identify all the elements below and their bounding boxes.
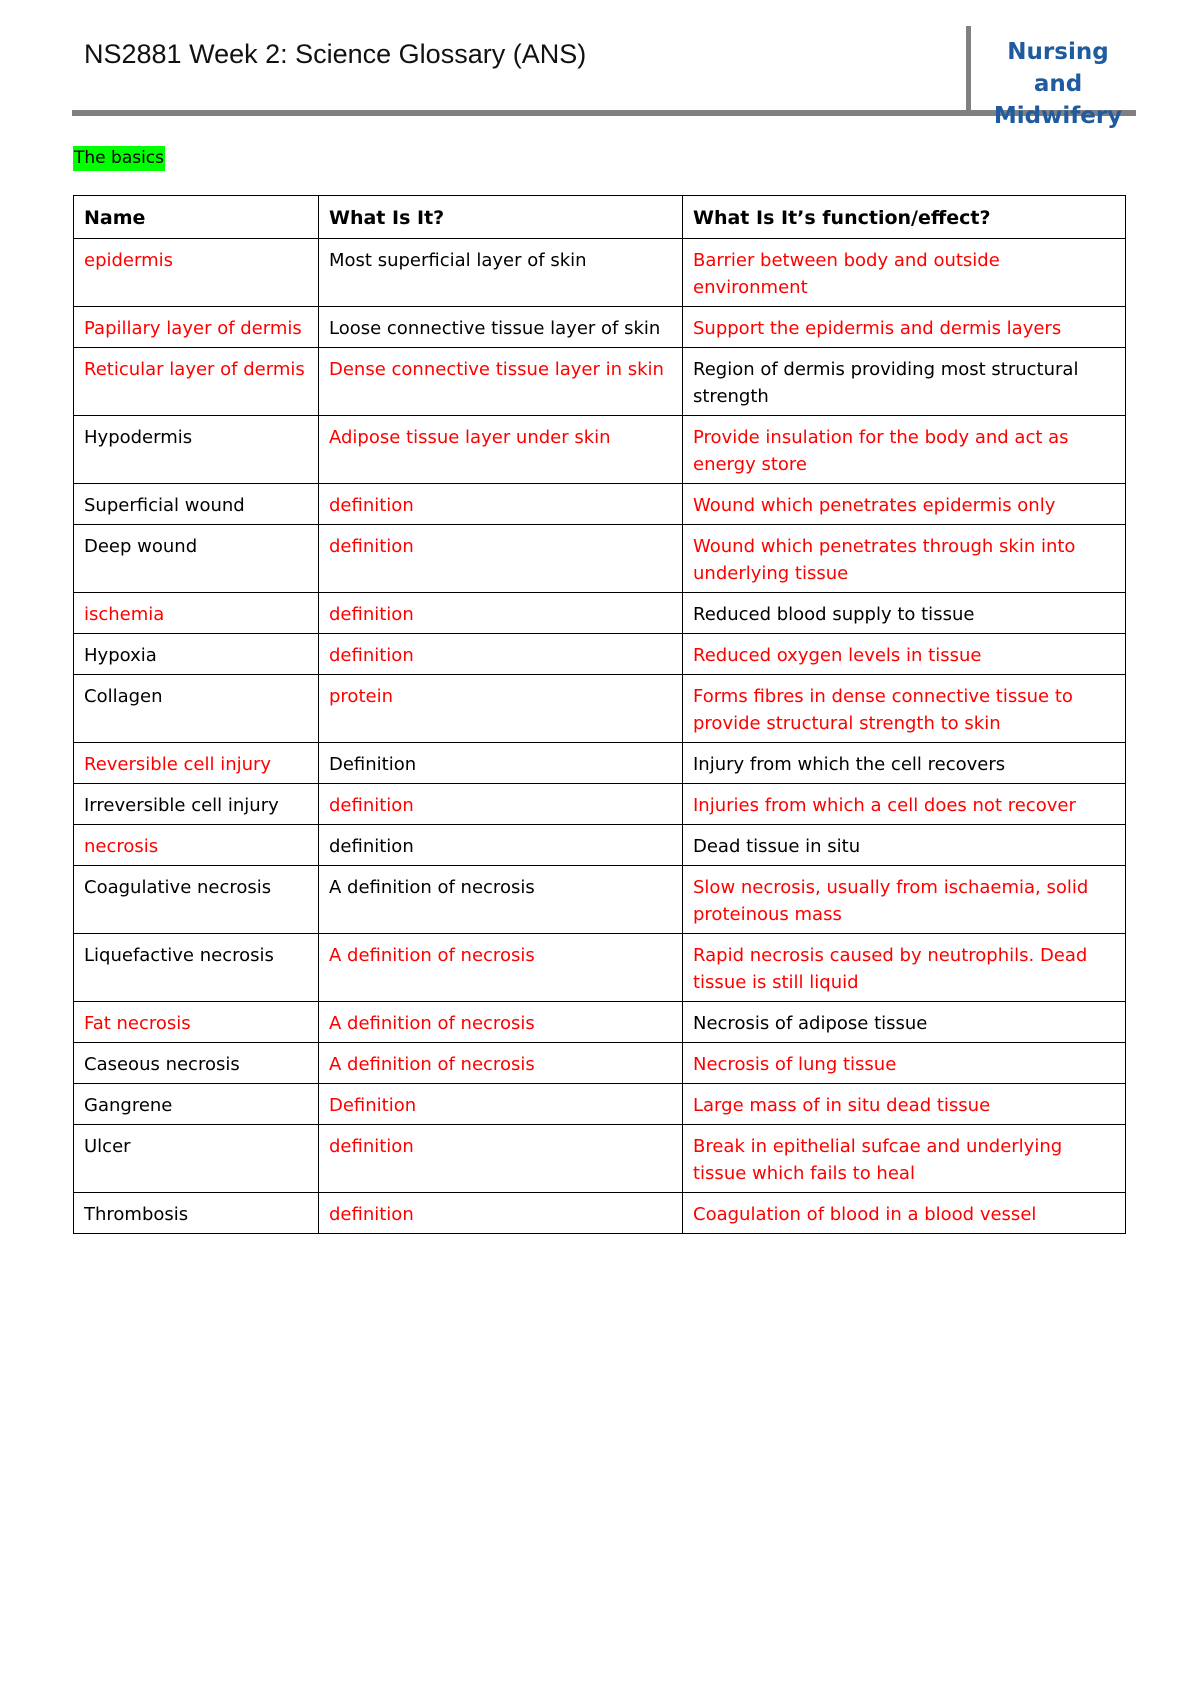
table-row xyxy=(74,593,1126,634)
function-effect-cell: Dead tissue in situ xyxy=(683,825,1126,866)
function-effect-cell: Provide insulation for the body and act as energy store xyxy=(683,416,1126,484)
function-effect-cell: Slow necrosis, usually from ischaemia, solid proteinous mass xyxy=(683,866,1126,934)
function-effect-cell: Necrosis of adipose tissue xyxy=(683,1002,1126,1043)
header-horizontal-divider xyxy=(72,110,1136,116)
term-cell: Reversible cell injury xyxy=(74,743,319,784)
table-row xyxy=(74,1193,1126,1234)
table-row xyxy=(74,348,1126,416)
table-row xyxy=(74,675,1126,743)
table-row xyxy=(74,307,1126,348)
definition-cell: Dense connective tissue layer in skin xyxy=(319,348,683,416)
definition-cell: A definition of necrosis xyxy=(319,866,683,934)
term-cell: Reticular layer of dermis xyxy=(74,348,319,416)
column-header-function-effect: What Is It’s function/effect? xyxy=(683,196,1126,239)
term-cell: Caseous necrosis xyxy=(74,1043,319,1084)
function-effect-cell: Wound which penetrates epidermis only xyxy=(683,484,1126,525)
term-cell: Hypoxia xyxy=(74,634,319,675)
glossary-table xyxy=(73,195,1126,1234)
term-cell: Deep wound xyxy=(74,525,319,593)
definition-cell: protein xyxy=(319,675,683,743)
definition-cell: Definition xyxy=(319,743,683,784)
column-header-what-is-it: What Is It? xyxy=(319,196,683,239)
term-cell: necrosis xyxy=(74,825,319,866)
function-effect-cell: Wound which penetrates through skin into underlying tissue xyxy=(683,525,1126,593)
table-row xyxy=(74,825,1126,866)
column-header-name: Name xyxy=(74,196,319,239)
definition-cell: definition xyxy=(319,593,683,634)
term-cell: Hypodermis xyxy=(74,416,319,484)
definition-cell: definition xyxy=(319,784,683,825)
definition-cell: definition xyxy=(319,634,683,675)
table-row xyxy=(74,934,1126,1002)
definition-cell: definition xyxy=(319,1193,683,1234)
definition-cell: definition xyxy=(319,1125,683,1193)
table-row xyxy=(74,1084,1126,1125)
function-effect-cell: Reduced blood supply to tissue xyxy=(683,593,1126,634)
term-cell: Fat necrosis xyxy=(74,1002,319,1043)
definition-cell: A definition of necrosis xyxy=(319,934,683,1002)
function-effect-cell: Region of dermis providing most structural strength xyxy=(683,348,1126,416)
term-cell: Ulcer xyxy=(74,1125,319,1193)
function-effect-cell: Rapid necrosis caused by neutrophils. Dead tissue is still liquid xyxy=(683,934,1126,1002)
table-row xyxy=(74,525,1126,593)
term-cell: Gangrene xyxy=(74,1084,319,1125)
page-title: NS2881 Week 2: Science Glossary (ANS) xyxy=(84,39,587,69)
logo-line-2: Midwifery xyxy=(993,103,1123,129)
definition-cell: definition xyxy=(319,825,683,866)
function-effect-cell: Large mass of in situ dead tissue xyxy=(683,1084,1126,1125)
function-effect-cell: Support the epidermis and dermis layers xyxy=(683,307,1126,348)
logo-line-1: Nursing and xyxy=(1007,39,1109,97)
term-cell: epidermis xyxy=(74,239,319,307)
definition-cell: A definition of necrosis xyxy=(319,1002,683,1043)
term-cell: Liquefactive necrosis xyxy=(74,934,319,1002)
nursing-midwifery-logo xyxy=(988,36,1128,132)
definition-cell: definition xyxy=(319,484,683,525)
term-cell: Coagulative necrosis xyxy=(74,866,319,934)
term-cell: ischemia xyxy=(74,593,319,634)
table-row xyxy=(74,784,1126,825)
function-effect-cell: Coagulation of blood in a blood vessel xyxy=(683,1193,1126,1234)
definition-cell: Adipose tissue layer under skin xyxy=(319,416,683,484)
function-effect-cell: Break in epithelial sufcae and underlying tissue which fails to heal xyxy=(683,1125,1126,1193)
header-vertical-divider xyxy=(966,26,971,112)
function-effect-cell: Forms fibres in dense connective tissue to provide structural strength to skin xyxy=(683,675,1126,743)
table-row xyxy=(74,1043,1126,1084)
table-row xyxy=(74,866,1126,934)
table-row xyxy=(74,484,1126,525)
table-row xyxy=(74,1002,1126,1043)
table-row xyxy=(74,634,1126,675)
table-header-row xyxy=(74,196,1126,239)
table-row xyxy=(74,743,1126,784)
definition-cell: Loose connective tissue layer of skin xyxy=(319,307,683,348)
function-effect-cell: Injuries from which a cell does not recover xyxy=(683,784,1126,825)
term-cell: Thrombosis xyxy=(74,1193,319,1234)
function-effect-cell: Necrosis of lung tissue xyxy=(683,1043,1126,1084)
section-label-the-basics: The basics xyxy=(73,146,165,171)
function-effect-cell: Injury from which the cell recovers xyxy=(683,743,1126,784)
table-row xyxy=(74,1125,1126,1193)
term-cell: Irreversible cell injury xyxy=(74,784,319,825)
table-row xyxy=(74,416,1126,484)
definition-cell: Most superficial layer of skin xyxy=(319,239,683,307)
glossary-table-body xyxy=(74,239,1126,1234)
term-cell: Papillary layer of dermis xyxy=(74,307,319,348)
term-cell: Collagen xyxy=(74,675,319,743)
table-row xyxy=(74,239,1126,307)
function-effect-cell: Barrier between body and outside environment xyxy=(683,239,1126,307)
definition-cell: A definition of necrosis xyxy=(319,1043,683,1084)
function-effect-cell: Reduced oxygen levels in tissue xyxy=(683,634,1126,675)
definition-cell: definition xyxy=(319,525,683,593)
term-cell: Superficial wound xyxy=(74,484,319,525)
definition-cell: Definition xyxy=(319,1084,683,1125)
